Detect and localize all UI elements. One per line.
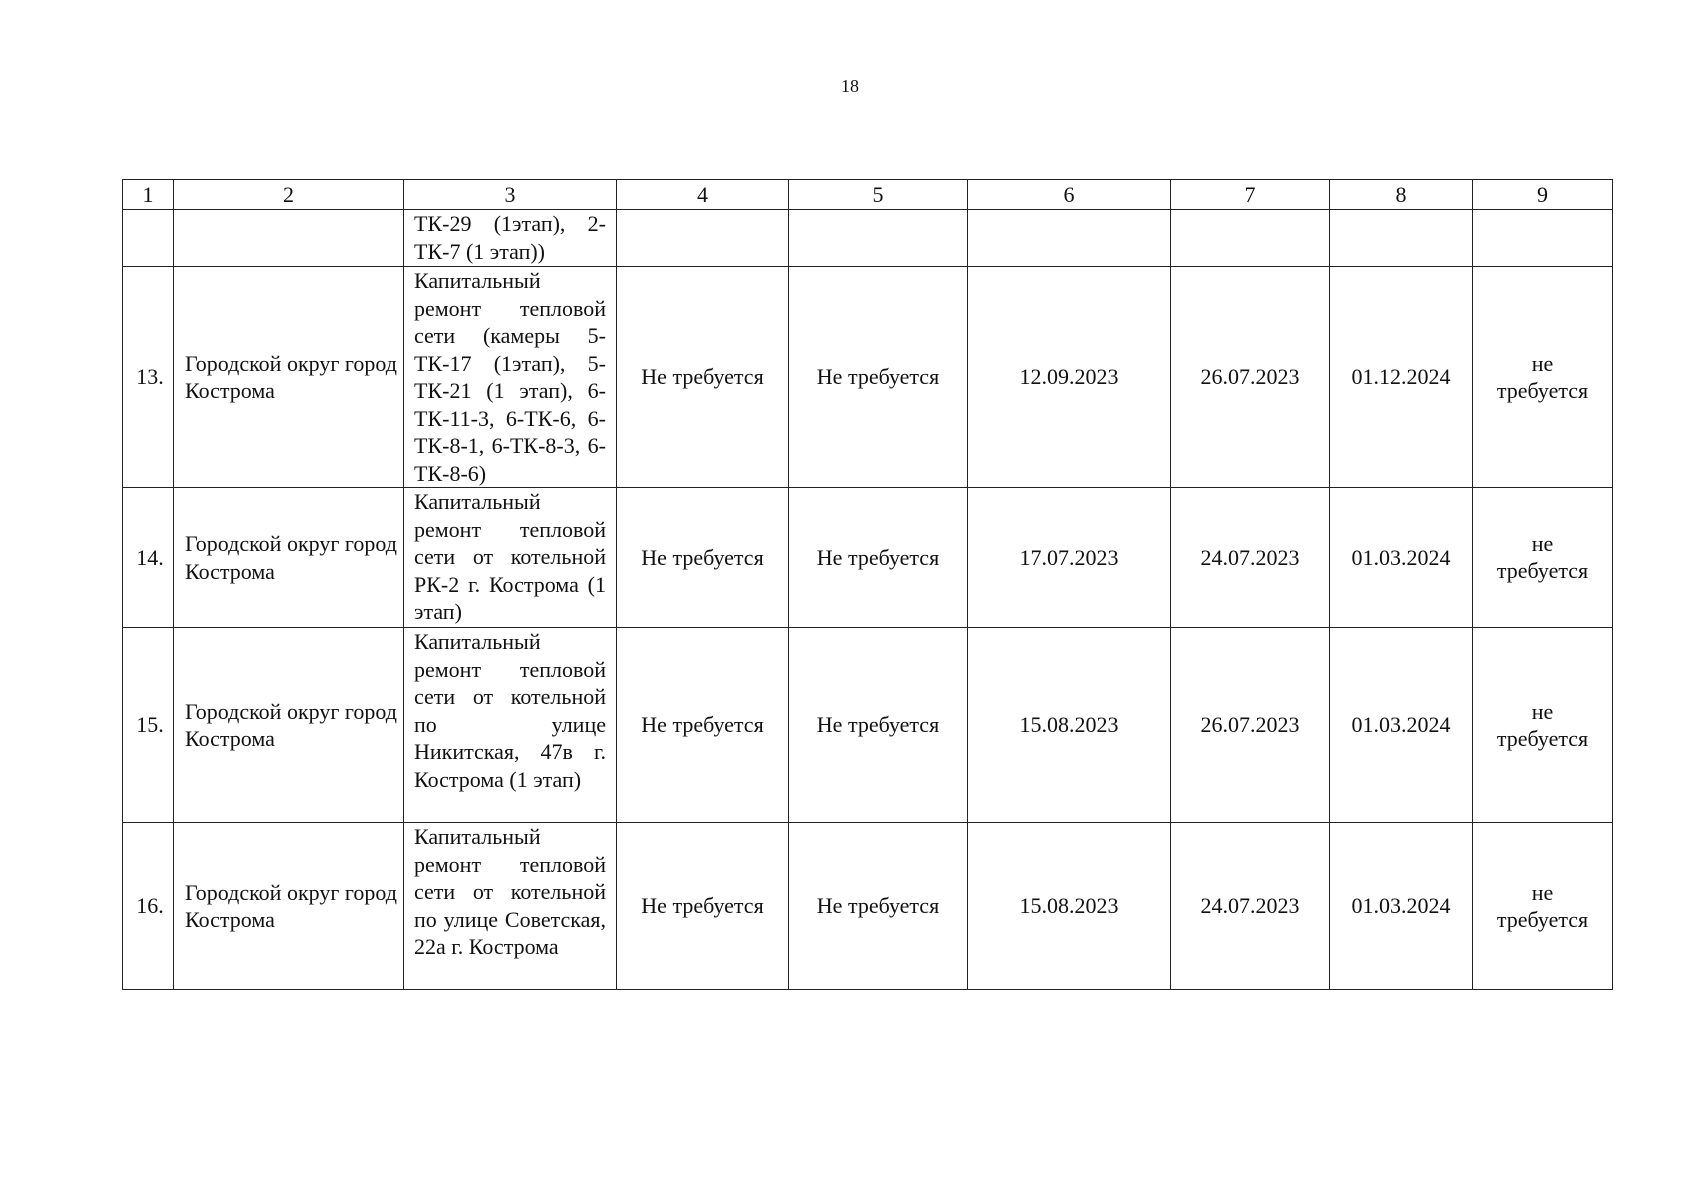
column-header: 4 (617, 180, 789, 210)
table-row (123, 267, 1613, 488)
date-cell: 12.09.2023 (968, 267, 1171, 488)
col9-text: не требуется (1496, 879, 1589, 932)
col5-cell: Не требуется (789, 823, 968, 990)
date-cell: 15.08.2023 (968, 628, 1171, 823)
date-cell: 24.07.2023 (1171, 488, 1330, 628)
table-row (123, 488, 1613, 628)
table-header-row (123, 180, 1613, 210)
page-number: 18 (841, 76, 859, 96)
table-cell (1330, 210, 1473, 267)
table-cell (789, 210, 968, 267)
table-cell (1171, 210, 1330, 267)
col9-text: не требуется (1496, 698, 1589, 751)
col5-cell: Не требуется (789, 628, 968, 823)
date-cell: 01.03.2024 (1330, 823, 1473, 990)
column-header: 8 (1330, 180, 1473, 210)
row-number: 16. (123, 823, 174, 990)
municipality-cell: Городской округ город Кострома (174, 823, 404, 990)
description-text: ТК-29 (1этап), 2-ТК-7 (1 этап)) (414, 211, 606, 264)
description-text: Капитальный ремонт тепловой сети от котельной РК-2 г. Кострома (1 этап) (414, 489, 606, 624)
description-text: Капитальный ремонт тепловой сети от котельной по улице Советская, 22а г. Кострома (414, 824, 606, 959)
description-cell (404, 267, 617, 488)
col9-text: не требуется (1496, 350, 1589, 403)
col4-cell: Не требуется (617, 488, 789, 628)
row-number: 14. (123, 488, 174, 628)
description-cell (404, 488, 617, 628)
date-cell: 26.07.2023 (1171, 628, 1330, 823)
col5-cell: Не требуется (789, 267, 968, 488)
date-cell: 01.03.2024 (1330, 488, 1473, 628)
column-header: 3 (404, 180, 617, 210)
col9-cell (1473, 267, 1613, 488)
date-cell: 01.03.2024 (1330, 628, 1473, 823)
column-header: 1 (123, 180, 174, 210)
table-cell (617, 210, 789, 267)
column-header: 5 (789, 180, 968, 210)
table-cell (968, 210, 1171, 267)
table-cell (123, 210, 174, 267)
column-header: 7 (1171, 180, 1330, 210)
col4-cell: Не требуется (617, 267, 789, 488)
column-header: 6 (968, 180, 1171, 210)
data-table (122, 179, 1613, 990)
column-header: 2 (174, 180, 404, 210)
row-number: 13. (123, 267, 174, 488)
date-cell: 26.07.2023 (1171, 267, 1330, 488)
col5-cell: Не требуется (789, 488, 968, 628)
col9-cell (1473, 488, 1613, 628)
description-cell (404, 823, 617, 990)
table-row (123, 628, 1613, 823)
row-number: 15. (123, 628, 174, 823)
table-cell (1473, 210, 1613, 267)
description-cell (404, 628, 617, 823)
description-text: Капитальный ремонт тепловой сети (камеры 5-ТК-17 (1этап), 5-ТК-21 (1 этап), 6-ТК-11-3, 6-ТК-6, 6-ТК-8-1, 6-ТК-8-3, 6-ТК-8-6) (414, 268, 606, 486)
date-cell: 01.12.2024 (1330, 267, 1473, 488)
col9-cell (1473, 628, 1613, 823)
table-row-continuation (123, 210, 1613, 267)
column-header: 9 (1473, 180, 1613, 210)
municipality-cell: Городской округ город Кострома (174, 267, 404, 488)
col4-cell: Не требуется (617, 823, 789, 990)
municipality-cell: Городской округ город Кострома (174, 488, 404, 628)
date-cell: 15.08.2023 (968, 823, 1171, 990)
description-cell (404, 210, 617, 267)
col4-cell: Не требуется (617, 628, 789, 823)
table-row (123, 823, 1613, 990)
date-cell: 24.07.2023 (1171, 823, 1330, 990)
date-cell: 17.07.2023 (968, 488, 1171, 628)
col9-cell (1473, 823, 1613, 990)
description-text: Капитальный ремонт тепловой сети от котельной по улице Никитская, 47в г. Кострома (1 этап) (414, 629, 606, 792)
municipality-cell: Городской округ город Кострома (174, 628, 404, 823)
table-cell (174, 210, 404, 267)
col9-text: не требуется (1496, 531, 1589, 584)
